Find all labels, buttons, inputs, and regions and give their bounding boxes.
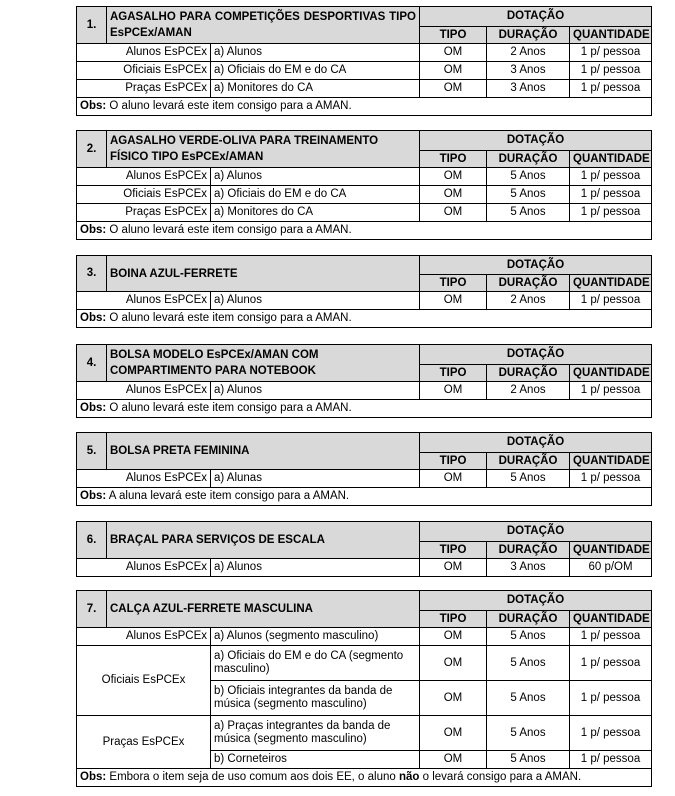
desc-cell: a) Monitores do CA [211, 80, 420, 98]
obs-note [77, 400, 652, 418]
tipo-header: TIPO [420, 611, 487, 628]
dotacao-header: DOTAÇÃO [420, 256, 652, 275]
tipo-cell: OM [420, 80, 487, 98]
obs-label: Obs: [80, 402, 107, 414]
item-table-4 [76, 344, 652, 418]
item-table-3 [76, 255, 652, 328]
item-table-6 [76, 521, 652, 577]
group-cell: Oficiais EsPCEx [77, 62, 211, 80]
obs-label: Obs: [80, 771, 107, 783]
obs-text-emphasis: não [398, 771, 420, 783]
group-cell: Praças EsPCEx [77, 204, 211, 222]
table-row [77, 628, 652, 646]
obs-label: Obs: [80, 100, 107, 112]
quantidade-cell: 1 p/ pessoa [570, 80, 652, 98]
quantidade-cell: 1 p/ pessoa [570, 646, 652, 681]
tipo-header: TIPO [420, 542, 487, 559]
group-cell: Praças EsPCEx [77, 80, 211, 98]
desc-cell: a) Alunos [211, 382, 420, 400]
quantidade-header: QUANTIDADE [570, 453, 652, 470]
group-cell: Oficiais EsPCEx [77, 646, 211, 716]
desc-cell: a) Alunos [211, 44, 420, 62]
item-number: 1. [77, 7, 107, 44]
tipo-header: TIPO [420, 365, 487, 382]
tipo-header: TIPO [420, 151, 487, 168]
tipo-cell: OM [420, 382, 487, 400]
group-cell: Alunos EsPCEx [77, 168, 211, 186]
quantidade-cell: 1 p/ pessoa [570, 292, 652, 310]
item-table-2 [76, 130, 652, 240]
quantidade-header: QUANTIDADE [570, 151, 652, 168]
obs-text: O aluno levará este item consigo para a AMAN. [109, 100, 352, 112]
desc-cell: a) Oficiais do EM e do CA [211, 186, 420, 204]
quantidade-header: QUANTIDADE [570, 27, 652, 44]
table-row [77, 62, 652, 80]
item-title: BOINA AZUL-FERRETE [107, 256, 420, 292]
group-cell: Alunos EsPCEx [77, 292, 211, 310]
quantidade-cell: 1 p/ pessoa [570, 628, 652, 646]
duracao-cell: 5 Anos [487, 628, 570, 646]
item-number: 3. [77, 256, 107, 292]
obs-text-start: Embora o item seja de uso comum aos dois EE, o aluno [109, 771, 399, 783]
duracao-cell: 5 Anos [487, 751, 570, 769]
tipo-cell: OM [420, 44, 487, 62]
obs-note [77, 310, 652, 328]
desc-cell: a) Alunos [211, 292, 420, 310]
desc-cell: b) Corneteiros [211, 751, 420, 769]
quantidade-header: QUANTIDADE [570, 611, 652, 628]
quantidade-cell: 1 p/ pessoa [570, 470, 652, 488]
duracao-cell: 3 Anos [487, 62, 570, 80]
duracao-header: DURAÇÃO [487, 27, 570, 44]
obs-text-end: o levará consigo para a AMAN. [419, 771, 582, 783]
duracao-cell: 3 Anos [487, 559, 570, 577]
dotacao-header: DOTAÇÃO [420, 522, 652, 542]
duracao-cell: 5 Anos [487, 716, 570, 751]
desc-cell: a) Oficiais do EM e do CA (segmento masculino) [211, 646, 420, 681]
duracao-cell: 5 Anos [487, 168, 570, 186]
desc-cell: a) Alunos [211, 559, 420, 577]
item-number: 7. [77, 591, 107, 628]
table-row [77, 646, 652, 681]
desc-cell: a) Alunos [211, 168, 420, 186]
quantidade-cell: 1 p/ pessoa [570, 204, 652, 222]
quantidade-cell: 1 p/ pessoa [570, 62, 652, 80]
tipo-cell: OM [420, 681, 487, 716]
duracao-cell: 5 Anos [487, 470, 570, 488]
obs-text: A aluna levará este item consigo para a AMAN. [108, 490, 350, 502]
tipo-header: TIPO [420, 453, 487, 470]
duracao-header: DURAÇÃO [487, 542, 570, 559]
group-cell: Alunos EsPCEx [77, 382, 211, 400]
tipo-cell: OM [420, 751, 487, 769]
duracao-cell: 5 Anos [487, 186, 570, 204]
tipo-cell: OM [420, 716, 487, 751]
tipo-header: TIPO [420, 27, 487, 44]
duracao-header: DURAÇÃO [487, 365, 570, 382]
quantidade-cell: 1 p/ pessoa [570, 716, 652, 751]
tipo-cell: OM [420, 186, 487, 204]
item-number: 5. [77, 433, 107, 470]
item-title: CALÇA AZUL-FERRETE MASCULINA [107, 591, 420, 628]
desc-cell: a) Alunas [211, 470, 420, 488]
table-row [77, 292, 652, 310]
duracao-header: DURAÇÃO [487, 151, 570, 168]
duracao-cell: 3 Anos [487, 80, 570, 98]
item-number: 2. [77, 131, 107, 168]
group-cell: Praças EsPCEx [77, 716, 211, 769]
tipo-cell: OM [420, 470, 487, 488]
table-row [77, 186, 652, 204]
duracao-header: DURAÇÃO [487, 453, 570, 470]
item-table-1 [76, 6, 652, 116]
duracao-header: DURAÇÃO [487, 611, 570, 628]
table-row [77, 204, 652, 222]
tipo-cell: OM [420, 646, 487, 681]
obs-label: Obs: [80, 224, 107, 236]
dotacao-header: DOTAÇÃO [420, 131, 652, 151]
dotacao-header: DOTAÇÃO [420, 345, 652, 365]
tipo-cell: OM [420, 62, 487, 80]
group-cell: Alunos EsPCEx [77, 628, 211, 646]
group-cell: Alunos EsPCEx [77, 44, 211, 62]
obs-note [77, 769, 652, 787]
item-title: AGASALHO VERDE-OLIVA PARA TREINAMENTO FÍSICO TIPO EsPCEx/AMAN [107, 131, 420, 168]
obs-label: Obs: [80, 490, 107, 502]
obs-note [77, 488, 652, 506]
group-cell: Oficiais EsPCEx [77, 186, 211, 204]
duracao-cell: 2 Anos [487, 382, 570, 400]
table-row [77, 80, 652, 98]
duracao-cell: 2 Anos [487, 44, 570, 62]
item-number: 4. [77, 345, 107, 382]
item-number: 6. [77, 522, 107, 559]
duracao-header: DURAÇÃO [487, 275, 570, 292]
quantidade-header: QUANTIDADE [570, 542, 652, 559]
table-row [77, 470, 652, 488]
table-row [77, 382, 652, 400]
obs-note [77, 98, 652, 116]
tipo-cell: OM [420, 559, 487, 577]
tipo-cell: OM [420, 292, 487, 310]
duracao-cell: 5 Anos [487, 681, 570, 716]
obs-note [77, 222, 652, 240]
desc-cell: a) Praças integrantes da banda de música (segmento masculino) [211, 716, 420, 751]
group-cell: Alunos EsPCEx [77, 470, 211, 488]
duracao-cell: 5 Anos [487, 646, 570, 681]
quantidade-cell: 60 p/OM [570, 559, 652, 577]
group-cell: Alunos EsPCEx [77, 559, 211, 577]
desc-cell: b) Oficiais integrantes da banda de música (segmento masculino) [211, 681, 420, 716]
table-row [77, 168, 652, 186]
obs-text: O aluno levará este item consigo para a AMAN. [109, 402, 352, 414]
dotacao-header: DOTAÇÃO [420, 591, 652, 611]
duracao-cell: 2 Anos [487, 292, 570, 310]
tipo-header: TIPO [420, 275, 487, 292]
desc-cell: a) Monitores do CA [211, 204, 420, 222]
tipo-cell: OM [420, 204, 487, 222]
obs-text: O aluno levará este item consigo para a AMAN. [109, 224, 352, 236]
item-title: AGASALHO PARA COMPETIÇÕES DESPORTIVAS TIPO EsPCEx/AMAN [107, 7, 420, 44]
obs-label: Obs: [80, 312, 107, 324]
dotacao-header: DOTAÇÃO [420, 7, 652, 27]
quantidade-cell: 1 p/ pessoa [570, 186, 652, 204]
item-title: BOLSA MODELO EsPCEx/AMAN COM COMPARTIMENTO PARA NOTEBOOK [107, 345, 420, 382]
quantidade-cell: 1 p/ pessoa [570, 44, 652, 62]
dotacao-header: DOTAÇÃO [420, 433, 652, 453]
obs-text: O aluno levará este item consigo para a AMAN. [109, 312, 352, 324]
quantidade-cell: 1 p/ pessoa [570, 168, 652, 186]
tipo-cell: OM [420, 628, 487, 646]
item-title: BOLSA PRETA FEMININA [107, 433, 420, 470]
desc-cell: a) Oficiais do EM e do CA [211, 62, 420, 80]
item-table-5 [76, 432, 652, 506]
quantidade-header: QUANTIDADE [570, 275, 652, 292]
duracao-cell: 5 Anos [487, 204, 570, 222]
quantidade-cell: 1 p/ pessoa [570, 751, 652, 769]
quantidade-cell: 1 p/ pessoa [570, 382, 652, 400]
item-title: BRAÇAL PARA SERVIÇOS DE ESCALA [107, 522, 420, 559]
quantidade-cell: 1 p/ pessoa [570, 681, 652, 716]
quantidade-header: QUANTIDADE [570, 365, 652, 382]
table-row [77, 44, 652, 62]
table-row [77, 716, 652, 751]
desc-cell: a) Alunos (segmento masculino) [211, 628, 420, 646]
tipo-cell: OM [420, 168, 487, 186]
item-table-7 [76, 590, 652, 787]
table-row [77, 559, 652, 577]
